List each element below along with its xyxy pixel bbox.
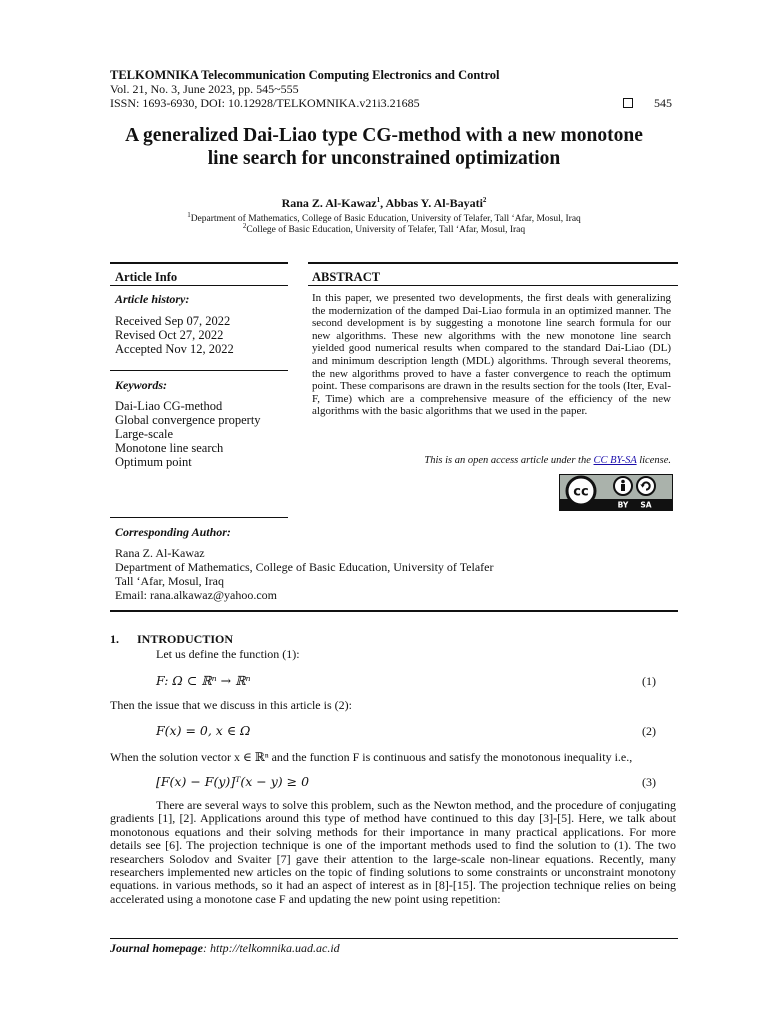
abstract-head-rule	[308, 285, 678, 286]
affiliation-1-sup: 1	[187, 211, 191, 219]
journal-homepage-label: Journal homepage	[110, 941, 204, 955]
info-top-rule	[110, 262, 288, 264]
intro-heading-number: 1.	[110, 632, 119, 646]
equation-2-number: (2)	[642, 724, 656, 738]
intro-paragraph-4: There are several ways to solve this problem, such as the Newton method, and the procedure of conjugating gradients [1], [2]. Applications around this type of method have continued to this day [3]-[5]. Here, we talk about monotonous equations and their solving methods for their importance in many practical applications. For more details see [6]. The projection technique is one of the important methods used to find the solution to (1). The two researchers Solodov and Svaiter [7] gave their attention to the large-scale non-linear equations. Recently, many researchers implemented new articles on the topic of finding solutions to some constraints or unconstraint monotony equations. in various methods, so it had an aspect of interest as in [8]-[15]. The projection technique relies on being accelerated using a monotone case F and updating the new point using repetition:	[110, 798, 676, 906]
square-icon	[623, 98, 633, 108]
cc-by-sa-badge-icon[interactable]	[559, 474, 673, 511]
license-prefix: This is an open access article under the	[424, 455, 594, 466]
received-date: Received Sep 07, 2022	[115, 314, 231, 328]
abstract-text: In this paper, we presented two developments, the first deals with generalizing the modernization of the damped Dai-Liao formula in an optimized manner. The second development is by suggesting a monotone line search formula for our new algorithms. These new algorithms with the new monotone line search yielded good numerical results when compared to the standard Dai-Liao (DL) and minimum description length (MDL) algorithms. Through several theorems, the new algorithms proved to have a faster convergence to reach the optimum point. These comparisons are drawn in the results section for the tools (Iter, Eval-F, Time) which are a comprehensive measure of the efficiency of the new algorithms with the basic algorithms that we used in the paper.	[312, 292, 671, 418]
keyword-item: Global convergence property	[115, 413, 261, 427]
abstract-top-rule	[308, 262, 678, 264]
corresponding-dept: Department of Mathematics, College of Basic Education, University of Telafer	[115, 560, 494, 574]
keyword-item: Large-scale	[115, 427, 174, 441]
affiliation-2	[80, 222, 688, 235]
keyword-item: Dai-Liao CG-method	[115, 399, 223, 413]
keywords-heading: Keywords:	[115, 378, 167, 392]
history-rule	[110, 370, 288, 371]
article-history-heading: Article history:	[115, 292, 190, 306]
equation-3: [F(x) − F(y)]ᵀ(x − y) ≥ 0	[156, 774, 310, 789]
affiliation-2-text: College of Basic Education, University of Telafer, Tall ‘Afar, Mosul, Iraq	[246, 225, 526, 236]
cc-label: cc	[573, 484, 589, 500]
author-1-sup: 1	[376, 196, 381, 204]
license-notice	[312, 455, 671, 466]
page-number: 545	[654, 96, 672, 110]
info-head-rule	[110, 285, 288, 286]
paper-title	[80, 124, 688, 170]
corresponding-name: Rana Z. Al-Kawaz	[115, 546, 205, 560]
author-2-sup: 2	[482, 196, 487, 204]
equation-3-number: (3)	[642, 775, 656, 789]
intro-paragraph-2: Then the issue that we discuss in this article is (2):	[110, 698, 352, 712]
equation-1: F: Ω ⊂ ℝⁿ → ℝⁿ	[156, 673, 251, 688]
keywords-rule	[110, 517, 288, 518]
journal-volume: Vol. 21, No. 3, June 2023, pp. 545~555	[110, 82, 299, 96]
journal-name: TELKOMNIKA Telecommunication Computing Electronics and Control	[110, 68, 500, 82]
affiliation-1-text: Department of Mathematics, College of Basic Education, University of Telafer, Tall ‘Afar, Mosul, Iraq	[190, 214, 581, 225]
sa-label: SA	[640, 500, 652, 510]
footer-rule	[110, 938, 678, 939]
intro-heading: INTRODUCTION	[137, 632, 234, 646]
intro-paragraph-3: When the solution vector x ∈ ℝⁿ and the function F is continuous and satisfy the monotonous inequality i.e.,	[110, 750, 633, 764]
journal-homepage	[110, 941, 340, 956]
author-separator: ,	[380, 196, 386, 210]
equation-2: F(x) = 0, x ∈ Ω	[156, 723, 251, 738]
article-info-heading: Article Info	[115, 270, 178, 284]
author-list	[80, 196, 688, 211]
title-line-2: line search for unconstrained optimization	[207, 148, 561, 169]
affiliation-2-sup: 2	[242, 222, 247, 230]
abstract-heading: ABSTRACT	[312, 270, 381, 284]
corresponding-heading: Corresponding Author:	[115, 525, 231, 539]
license-suffix: license.	[636, 455, 671, 466]
by-label: BY	[617, 500, 629, 510]
corresponding-city: Tall ‘Afar, Mosul, Iraq	[115, 574, 224, 588]
journal-homepage-url[interactable]: : http://telkomnika.uad.ac.id	[203, 941, 340, 955]
corresponding-email[interactable]: Email: rana.alkawaz@yahoo.com	[115, 588, 277, 602]
cc-by-sa-link[interactable]: CC BY-SA	[593, 455, 637, 466]
intro-paragraph-1: Let us define the function (1):	[156, 647, 300, 661]
keyword-item: Optimum point	[115, 455, 192, 469]
title-line-1: A generalized Dai-Liao type CG-method with a new monotone	[125, 125, 643, 146]
journal-issn: ISSN: 1693-6930, DOI: 10.12928/TELKOMNIKA.v21i3.21685	[110, 96, 420, 110]
revised-date: Revised Oct 27, 2022	[115, 328, 224, 342]
corresponding-bottom-rule	[110, 610, 678, 612]
equation-1-number: (1)	[642, 674, 656, 688]
author-2: Abbas Y. Al-Bayati	[385, 196, 483, 210]
author-1: Rana Z. Al-Kawaz	[281, 196, 377, 210]
accepted-date: Accepted Nov 12, 2022	[115, 342, 234, 356]
keyword-item: Monotone line search	[115, 441, 224, 455]
